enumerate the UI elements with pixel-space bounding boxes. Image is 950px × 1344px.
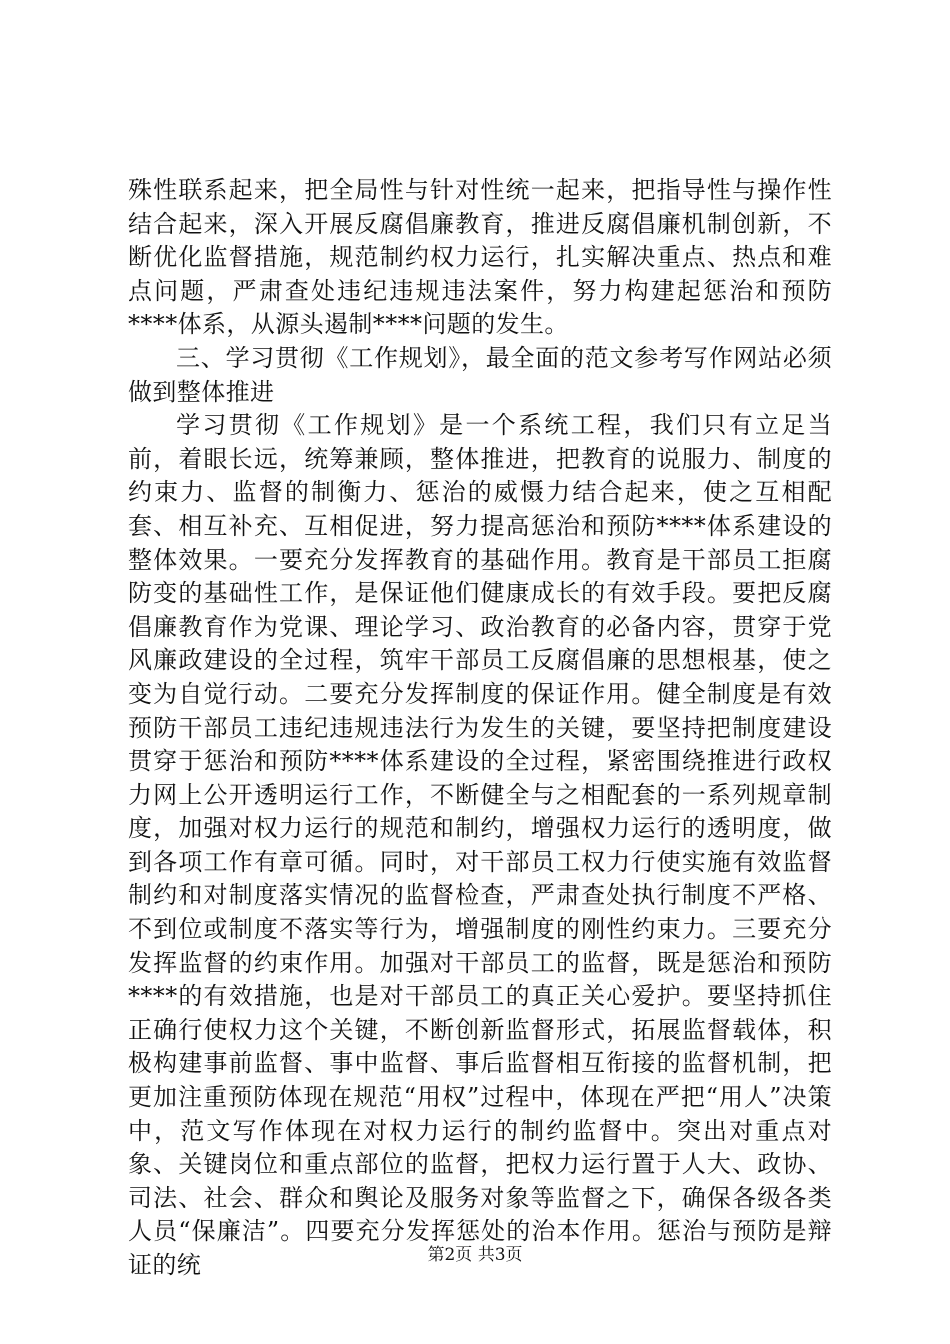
section-heading-three: 三、学习贯彻《工作规划》，最全面的范文参考写作网站必须做到整体推进 [128, 343, 832, 406]
paragraph-body: 学习贯彻《工作规划》是一个系统工程，我们只有立足当前，着眼长远，统筹兼顾，整体推进，把教育的说服力、制度的约束力、监督的制衡力、惩治的威慑力结合起来，使之互相配套、相互补充、互相促进，努力提高惩治和预防****体系建设的整体效果。一要充分发挥教育的基础作用。教育是干部员工拒腐防变的基础性工作，是保证他们健康成长的有效手段。要把反腐倡廉教育作为党课、理论学习、政治教育的必备内容，贯穿于党风廉政建设的全过程，筑牢干部员工反腐倡廉的思想根基，使之变为自觉行动。二要充分发挥制度的保证作用。健全制度是有效预防干部员工违纪违规违法行为发生的关键，要坚持把制度建设贯穿于惩治和预防****体系建设的全过程，紧密围绕推进行政权力网上公开透明运行工作，不断健全与之相配套的一系列规章制度，加强对权力运行的规范和制约，增强权力运行的透明度，做到各项工作有章可循。同时，对干部员工权力行使实施有效监督制约和对制度落实情况的监督检查，严肃查处执行制度不严格、不到位或制度不落实等行为，增强制度的刚性约束力。三要充分发挥监督的约束作用。加强对干部员工的监督，既是惩治和预防****的有效措施，也是对干部员工的真正关心爱护。要坚持抓住正确行使权力这个关键，不断创新监督形式，拓展监督载体，积极构建事前监督、事中监督、事后监督相互衔接的监督机制，把更加注重预防体现在规范“用权”过程中，体现在严把“用人”决策中，范文写作体现在对权力运行的制约监督中。突出对重点对象、关键岗位和重点部位的监督，把权力运行置于人大、政协、司法、社会、群众和舆论及服务对象等监督之下，确保各级各类人员“保廉洁”。四要充分发挥惩处的治本作用。惩治与预防是辩证的统 [128, 411, 832, 1279]
page-number-footer: 第2页 共3页 [427, 1245, 523, 1265]
paragraph-continuation: 殊性联系起来，把全局性与针对性统一起来，把指导性与操作性结合起来，深入开展反腐倡廉教育，推进反腐倡廉机制创新，不断优化监督措施，规范制约权力运行，扎实解决重点、热点和难点问题，严肃查处违纪违规违法案件，努力构建起惩治和预防****体系，从源头遏制****问题的发生。 [128, 176, 832, 339]
document-body [128, 174, 832, 1283]
